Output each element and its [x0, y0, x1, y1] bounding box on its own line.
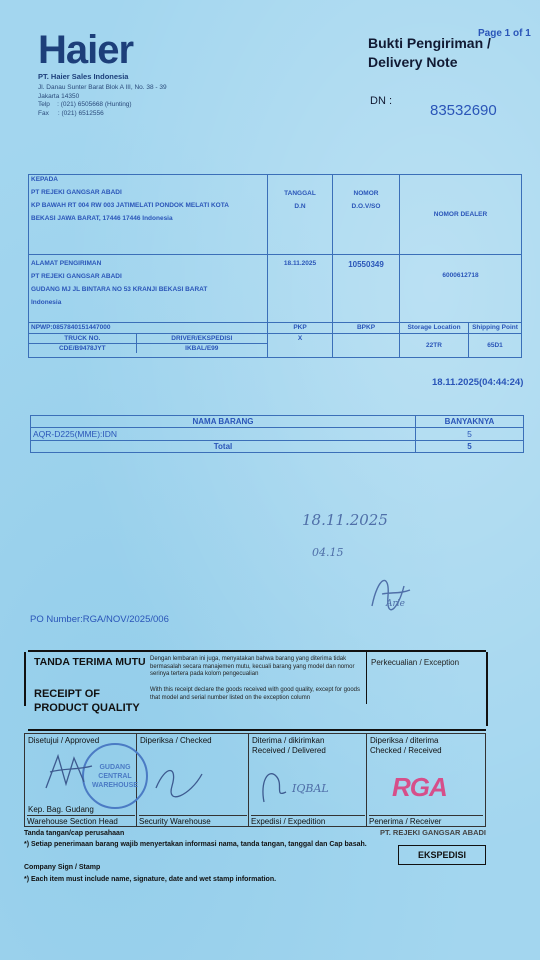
checker-signature — [150, 758, 210, 802]
receipt-text-en: With this receipt declare the goods received with good quality, except for goods that model and serial number listed on the exception column — [150, 687, 361, 701]
bpkp-header: BPKP — [333, 323, 400, 334]
driver-value: IKBAL/E99 — [136, 344, 267, 354]
ekspedisi-box: EKSPEDISI — [398, 845, 486, 865]
nomor-label: NOMOR — [353, 190, 379, 197]
tanggal-header — [268, 175, 333, 255]
shipment-info-table — [28, 174, 522, 358]
dn-number: 83532690 — [430, 102, 497, 119]
footer-note-en: *) Each item must include name, signature, date and wet stamp information. — [24, 876, 277, 883]
handwritten-date: 18.11.2025 — [302, 511, 388, 529]
dn-label: DN : — [370, 95, 392, 107]
sig-received-title: Diperiksa / diterima Checked / Received — [370, 736, 442, 755]
receipt-bracket-right — [482, 652, 488, 726]
company-name: PT. Haier Sales Indonesia — [38, 72, 129, 81]
shipping-header: Shipping Point — [469, 323, 522, 334]
col-qty-header: BANYAKNYA — [416, 416, 524, 428]
col-item-header: NAMA BARANG — [31, 416, 416, 428]
alamat-country: Indonesia — [31, 299, 62, 306]
kepada-cell — [29, 175, 268, 255]
nomor-value — [333, 255, 400, 323]
handwritten-name: Arie — [386, 599, 406, 609]
approver-signature — [40, 748, 100, 798]
tanggal-value-text: 18.11.2025 — [283, 260, 317, 267]
haier-logo: Haier — [38, 28, 134, 72]
receipt-divider — [366, 650, 367, 704]
truck-driver-cell — [29, 334, 268, 358]
receipt-bracket-left — [24, 652, 30, 706]
tanggal-label: TANGGAL — [284, 190, 316, 197]
dealer-value — [400, 255, 522, 323]
tanggal-sub: D.N — [294, 203, 306, 210]
pkp-header: PKP — [268, 323, 333, 334]
pkp-value: X — [268, 334, 333, 358]
po-number: PO Number:RGA/NOV/2025/006 — [30, 614, 169, 625]
alamat-label: ALAMAT PENGIRIMAN — [31, 260, 102, 267]
handwritten-time: 04.15 — [312, 546, 344, 559]
footer-sign-en: Company Sign / Stamp — [24, 864, 101, 871]
print-timestamp: 18.11.2025(04:44:24) — [432, 377, 524, 388]
alamat-name: PT REJEKI GANGSAR ABADI — [31, 273, 122, 280]
sig-approved-title: Disetujui / Approved — [28, 736, 100, 745]
kepada-address-1: KP BAWAH RT 004 RW 003 JATIMELATI PONDOK MELATI KOTA — [31, 202, 229, 209]
nomor-value-text: 10550349 — [348, 260, 384, 269]
page-number: Page 1 of 1 — [478, 28, 531, 39]
sig-checked-title: Diperiksa / Checked — [140, 736, 212, 745]
storage-header: Storage Location — [400, 323, 469, 334]
kepada-name: PT REJEKI GANGSAR ABADI — [31, 189, 122, 196]
sig-delivered-title: Diterima / dikirimkan Received / Delivered — [252, 736, 326, 755]
item-qty: 5 — [416, 428, 524, 441]
receiver-company-stamp: PT. REJEKI GANGSAR ABADI — [380, 828, 486, 837]
item-name: AQR-D225(MME):IDN — [31, 428, 416, 441]
footer-note-id: *) Setiap penerimaan barang wajib menyertakan informasi nama, tanda tangan, tanggal dan Cap basah. — [24, 841, 367, 848]
sig-approved-role: Kep. Bag. Gudang — [28, 805, 94, 814]
signature-scribble — [364, 566, 424, 618]
tanggal-value — [268, 255, 333, 323]
dealer-value-text: 6000612718 — [442, 272, 479, 279]
alamat-cell — [29, 255, 268, 323]
total-label: Total — [31, 441, 416, 453]
exception-label: Perkecualian / Exception — [371, 658, 460, 667]
truck-value: CDE/B9478JYT — [29, 344, 136, 354]
delivery-signature — [254, 762, 294, 810]
total-value: 5 — [416, 441, 524, 453]
document-title: Bukti Pengiriman / Delivery Note — [368, 35, 491, 70]
handwritten-iqbal: IQBAL — [292, 782, 329, 795]
sig-approved-foot: Warehouse Section Head — [27, 815, 135, 826]
item-row — [31, 428, 524, 441]
rga-stamp: RGA — [392, 772, 447, 802]
receipt-title-id: TANDA TERIMA MUTU — [34, 656, 146, 668]
sig-received-foot: Penerima / Receiver — [369, 815, 483, 826]
storage-value: 22TR — [400, 334, 469, 358]
nomor-header — [333, 175, 400, 255]
stamp-text: GUDANG CENTRAL WAREHOUSE — [92, 764, 138, 789]
footer-sign-id: Tanda tangan/cap perusahaan — [24, 830, 125, 837]
receipt-title-en: RECEIPT OF PRODUCT QUALITY — [34, 688, 140, 714]
items-table — [30, 415, 524, 453]
alamat-address: GUDANG MJ JL BINTARA NO 53 KRANJI BEKASI BARAT — [31, 286, 208, 293]
driver-header: DRIVER/EKSPEDISI — [136, 334, 267, 344]
truck-header: TRUCK NO. — [29, 334, 136, 344]
bpkp-value — [333, 334, 400, 358]
truck-driver-table — [29, 334, 267, 353]
company-address: Jl. Danau Sunter Barat Blok A III, No. 38 - 39 Jakarta 14350 Telp : (021) 6505668 (Hunting) Fax : (021) 6512556 — [38, 84, 167, 117]
nomor-sub: D.O.V/SO — [351, 203, 381, 210]
kepada-label: KEPADA — [31, 176, 58, 183]
shipping-value: 65D1 — [469, 334, 522, 358]
receipt-text-id: Dengan lembaran ini juga, menyatakan bahwa barang yang diterima tidak bermasalah secara manajemen mutu, kecuali barang yang model dan nomor serinya tertera pada kolom pengecualian — [150, 656, 355, 677]
npwp-cell: NPWP:0857840151447000 — [29, 323, 268, 334]
sig-delivered-foot: Expedisi / Expedition — [251, 815, 365, 826]
nomor-dealer-header: NOMOR DEALER — [400, 175, 522, 255]
sig-checked-foot: Security Warehouse — [139, 815, 247, 826]
kepada-address-2: BEKASI JAWA BARAT, 17446 17446 Indonesia — [31, 215, 173, 222]
